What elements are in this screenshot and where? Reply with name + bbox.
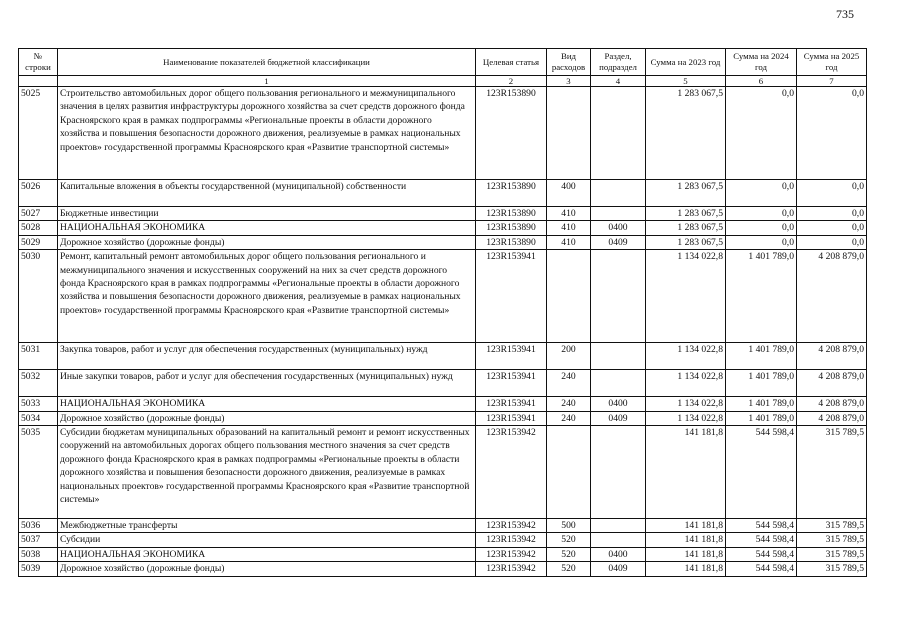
row-expense-type: 240 <box>547 411 591 425</box>
row-sum-2024: 0,0 <box>726 87 797 180</box>
row-name: Дорожное хозяйство (дорожные фонды) <box>58 235 476 249</box>
row-number: 5039 <box>19 562 58 576</box>
row-expense-type: 520 <box>547 533 591 547</box>
row-sum-2023: 1 134 022,8 <box>646 370 726 397</box>
row-name: Строительство автомобильных дорог общего пользования регионального и межмуниципального значения в целях развития инфраструктуры дорожного хозяйства за счет средств дорожного фонда Красноярского края в рамках подпрограммы «Региональные проекты в области дорожного хозяйства и повышения безопасности дорожного движения, реализуемые в рамках национальных проектов» государственной программы Красноярского края «Развитие транспортной системы» <box>58 87 476 180</box>
column-number: 3 <box>547 76 591 87</box>
row-number: 5038 <box>19 547 58 561</box>
row-expense-type: 410 <box>547 221 591 235</box>
row-number: 5030 <box>19 250 58 343</box>
row-sum-2023: 141 181,8 <box>646 533 726 547</box>
row-sum-2025: 4 208 879,0 <box>797 411 867 425</box>
table-body <box>19 87 867 577</box>
row-section <box>591 519 646 533</box>
column-number: 6 <box>726 76 797 87</box>
row-sum-2023: 1 134 022,8 <box>646 250 726 343</box>
row-name: Субсидии <box>58 533 476 547</box>
page-number: 735 <box>836 7 854 21</box>
table-row <box>19 397 867 411</box>
row-sum-2024: 0,0 <box>726 180 797 207</box>
header-sum-2023: Сумма на 2023 год <box>646 49 726 76</box>
row-number: 5034 <box>19 411 58 425</box>
header-sum-2024: Сумма на 2024 год <box>726 49 797 76</box>
row-sum-2024: 1 401 789,0 <box>726 250 797 343</box>
row-sum-2023: 1 283 067,5 <box>646 207 726 221</box>
row-sum-2024: 0,0 <box>726 207 797 221</box>
row-number: 5032 <box>19 370 58 397</box>
row-number: 5029 <box>19 235 58 249</box>
row-expense-type: 200 <box>547 343 591 370</box>
table-row <box>19 547 867 561</box>
row-name: НАЦИОНАЛЬНАЯ ЭКОНОМИКА <box>58 547 476 561</box>
row-expense-type: 500 <box>547 519 591 533</box>
row-sum-2023: 141 181,8 <box>646 426 726 519</box>
row-sum-2025: 315 789,5 <box>797 547 867 561</box>
row-target-article: 123R153890 <box>476 180 547 207</box>
row-sum-2024: 0,0 <box>726 235 797 249</box>
row-target-article: 123R153942 <box>476 562 547 576</box>
column-number: 7 <box>797 76 867 87</box>
row-target-article: 123R153890 <box>476 207 547 221</box>
row-target-article: 123R153941 <box>476 250 547 343</box>
row-sum-2025: 4 208 879,0 <box>797 397 867 411</box>
row-number: 5037 <box>19 533 58 547</box>
header-row <box>19 49 867 76</box>
row-sum-2023: 141 181,8 <box>646 547 726 561</box>
row-sum-2025: 0,0 <box>797 221 867 235</box>
row-target-article: 123R153941 <box>476 370 547 397</box>
row-sum-2023: 1 134 022,8 <box>646 343 726 370</box>
row-sum-2025: 4 208 879,0 <box>797 250 867 343</box>
row-expense-type: 520 <box>547 547 591 561</box>
row-name: Дорожное хозяйство (дорожные фонды) <box>58 411 476 425</box>
row-sum-2023: 141 181,8 <box>646 519 726 533</box>
row-number: 5031 <box>19 343 58 370</box>
row-target-article: 123R153942 <box>476 533 547 547</box>
row-sum-2024: 544 598,4 <box>726 533 797 547</box>
row-section <box>591 370 646 397</box>
header-name: Наименование показателей бюджетной классификации <box>58 49 476 76</box>
row-section <box>591 87 646 180</box>
row-sum-2024: 544 598,4 <box>726 426 797 519</box>
row-target-article: 123R153890 <box>476 221 547 235</box>
table-row <box>19 250 867 343</box>
row-name: Бюджетные инвестиции <box>58 207 476 221</box>
table-row <box>19 207 867 221</box>
row-sum-2024: 0,0 <box>726 221 797 235</box>
row-section <box>591 250 646 343</box>
row-expense-type: 400 <box>547 180 591 207</box>
row-expense-type: 410 <box>547 235 591 249</box>
row-name: Субсидии бюджетам муниципальных образований на капитальный ремонт и ремонт искусственных сооружений на автомобильных дорогах общего пользования местного значения за счет средств дорожного фонда Красноярского края в рамках подпрограммы «Региональные проекты в области дорожного хозяйства и повышения безопасности дорожного движения, реализуемые в рамках национальных проектов» государственной программы Красноярского края «Развитие транспортной системы» <box>58 426 476 519</box>
row-name: НАЦИОНАЛЬНАЯ ЭКОНОМИКА <box>58 397 476 411</box>
row-sum-2024: 1 401 789,0 <box>726 370 797 397</box>
row-section: 0409 <box>591 562 646 576</box>
row-expense-type: 240 <box>547 397 591 411</box>
header-section: Раздел, подраздел <box>591 49 646 76</box>
row-sum-2025: 0,0 <box>797 207 867 221</box>
row-expense-type <box>547 87 591 180</box>
header-expense-type: Вид расходов <box>547 49 591 76</box>
table-row <box>19 87 867 180</box>
row-section: 0409 <box>591 235 646 249</box>
row-expense-type: 410 <box>547 207 591 221</box>
row-name: Закупка товаров, работ и услуг для обеспечения государственных (муниципальных) нужд <box>58 343 476 370</box>
row-name: Межбюджетные трансферты <box>58 519 476 533</box>
column-number: 1 <box>58 76 476 87</box>
row-expense-type <box>547 426 591 519</box>
row-expense-type <box>547 250 591 343</box>
row-name: Капитальные вложения в объекты государственной (муниципальной) собственности <box>58 180 476 207</box>
row-section: 0400 <box>591 221 646 235</box>
table-row <box>19 221 867 235</box>
row-name: НАЦИОНАЛЬНАЯ ЭКОНОМИКА <box>58 221 476 235</box>
row-section: 0400 <box>591 397 646 411</box>
row-name: Дорожное хозяйство (дорожные фонды) <box>58 562 476 576</box>
row-sum-2025: 0,0 <box>797 180 867 207</box>
table-row <box>19 533 867 547</box>
column-number: 5 <box>646 76 726 87</box>
row-sum-2023: 1 134 022,8 <box>646 411 726 425</box>
table-row <box>19 411 867 425</box>
row-sum-2023: 1 283 067,5 <box>646 180 726 207</box>
row-sum-2025: 4 208 879,0 <box>797 343 867 370</box>
row-number: 5026 <box>19 180 58 207</box>
row-sum-2024: 1 401 789,0 <box>726 397 797 411</box>
row-section: 0409 <box>591 411 646 425</box>
header-row-number: № строки <box>19 49 58 76</box>
table-row <box>19 519 867 533</box>
table-row <box>19 426 867 519</box>
row-sum-2024: 1 401 789,0 <box>726 343 797 370</box>
header-sum-2025: Сумма на 2025 год <box>797 49 867 76</box>
row-sum-2025: 0,0 <box>797 87 867 180</box>
row-sum-2024: 544 598,4 <box>726 547 797 561</box>
row-sum-2024: 544 598,4 <box>726 519 797 533</box>
row-section: 0400 <box>591 547 646 561</box>
row-section <box>591 343 646 370</box>
row-sum-2025: 4 208 879,0 <box>797 370 867 397</box>
row-sum-2023: 1 283 067,5 <box>646 235 726 249</box>
row-number: 5025 <box>19 87 58 180</box>
row-target-article: 123R153942 <box>476 519 547 533</box>
header-target-article: Целевая статья <box>476 49 547 76</box>
row-sum-2025: 0,0 <box>797 235 867 249</box>
table-row <box>19 343 867 370</box>
row-number: 5033 <box>19 397 58 411</box>
budget-table <box>18 48 867 577</box>
column-number <box>19 76 58 87</box>
row-target-article: 123R153941 <box>476 411 547 425</box>
row-target-article: 123R153942 <box>476 426 547 519</box>
row-section <box>591 180 646 207</box>
column-number: 2 <box>476 76 547 87</box>
row-target-article: 123R153941 <box>476 343 547 370</box>
row-sum-2025: 315 789,5 <box>797 533 867 547</box>
row-sum-2023: 1 283 067,5 <box>646 221 726 235</box>
row-expense-type: 520 <box>547 562 591 576</box>
row-name: Иные закупки товаров, работ и услуг для обеспечения государственных (муниципальных) нужд <box>58 370 476 397</box>
row-sum-2023: 1 134 022,8 <box>646 397 726 411</box>
table-row <box>19 562 867 576</box>
row-target-article: 123R153941 <box>476 397 547 411</box>
row-target-article: 123R153942 <box>476 547 547 561</box>
row-name: Ремонт, капитальный ремонт автомобильных дорог общего пользования регионального и межмуниципального значения и искусственных сооружений на них за счет средств дорожного фонда Красноярского края в рамках подпрограммы «Региональные проекты в области дорожного хозяйства и повышения безопасности дорожного движения, реализуемые в рамках национальных проектов» государственной программы Красноярского края «Развитие транспортной системы» <box>58 250 476 343</box>
row-number: 5036 <box>19 519 58 533</box>
column-number-row <box>19 76 867 87</box>
row-sum-2025: 315 789,5 <box>797 426 867 519</box>
row-target-article: 123R153890 <box>476 235 547 249</box>
row-target-article: 123R153890 <box>476 87 547 180</box>
row-sum-2024: 1 401 789,0 <box>726 411 797 425</box>
row-number: 5027 <box>19 207 58 221</box>
table-row <box>19 370 867 397</box>
row-sum-2025: 315 789,5 <box>797 519 867 533</box>
row-sum-2024: 544 598,4 <box>726 562 797 576</box>
table-row <box>19 235 867 249</box>
row-section <box>591 533 646 547</box>
row-number: 5035 <box>19 426 58 519</box>
row-section <box>591 207 646 221</box>
row-expense-type: 240 <box>547 370 591 397</box>
row-sum-2023: 1 283 067,5 <box>646 87 726 180</box>
column-number: 4 <box>591 76 646 87</box>
row-number: 5028 <box>19 221 58 235</box>
table-row <box>19 180 867 207</box>
row-section <box>591 426 646 519</box>
row-sum-2023: 141 181,8 <box>646 562 726 576</box>
row-sum-2025: 315 789,5 <box>797 562 867 576</box>
